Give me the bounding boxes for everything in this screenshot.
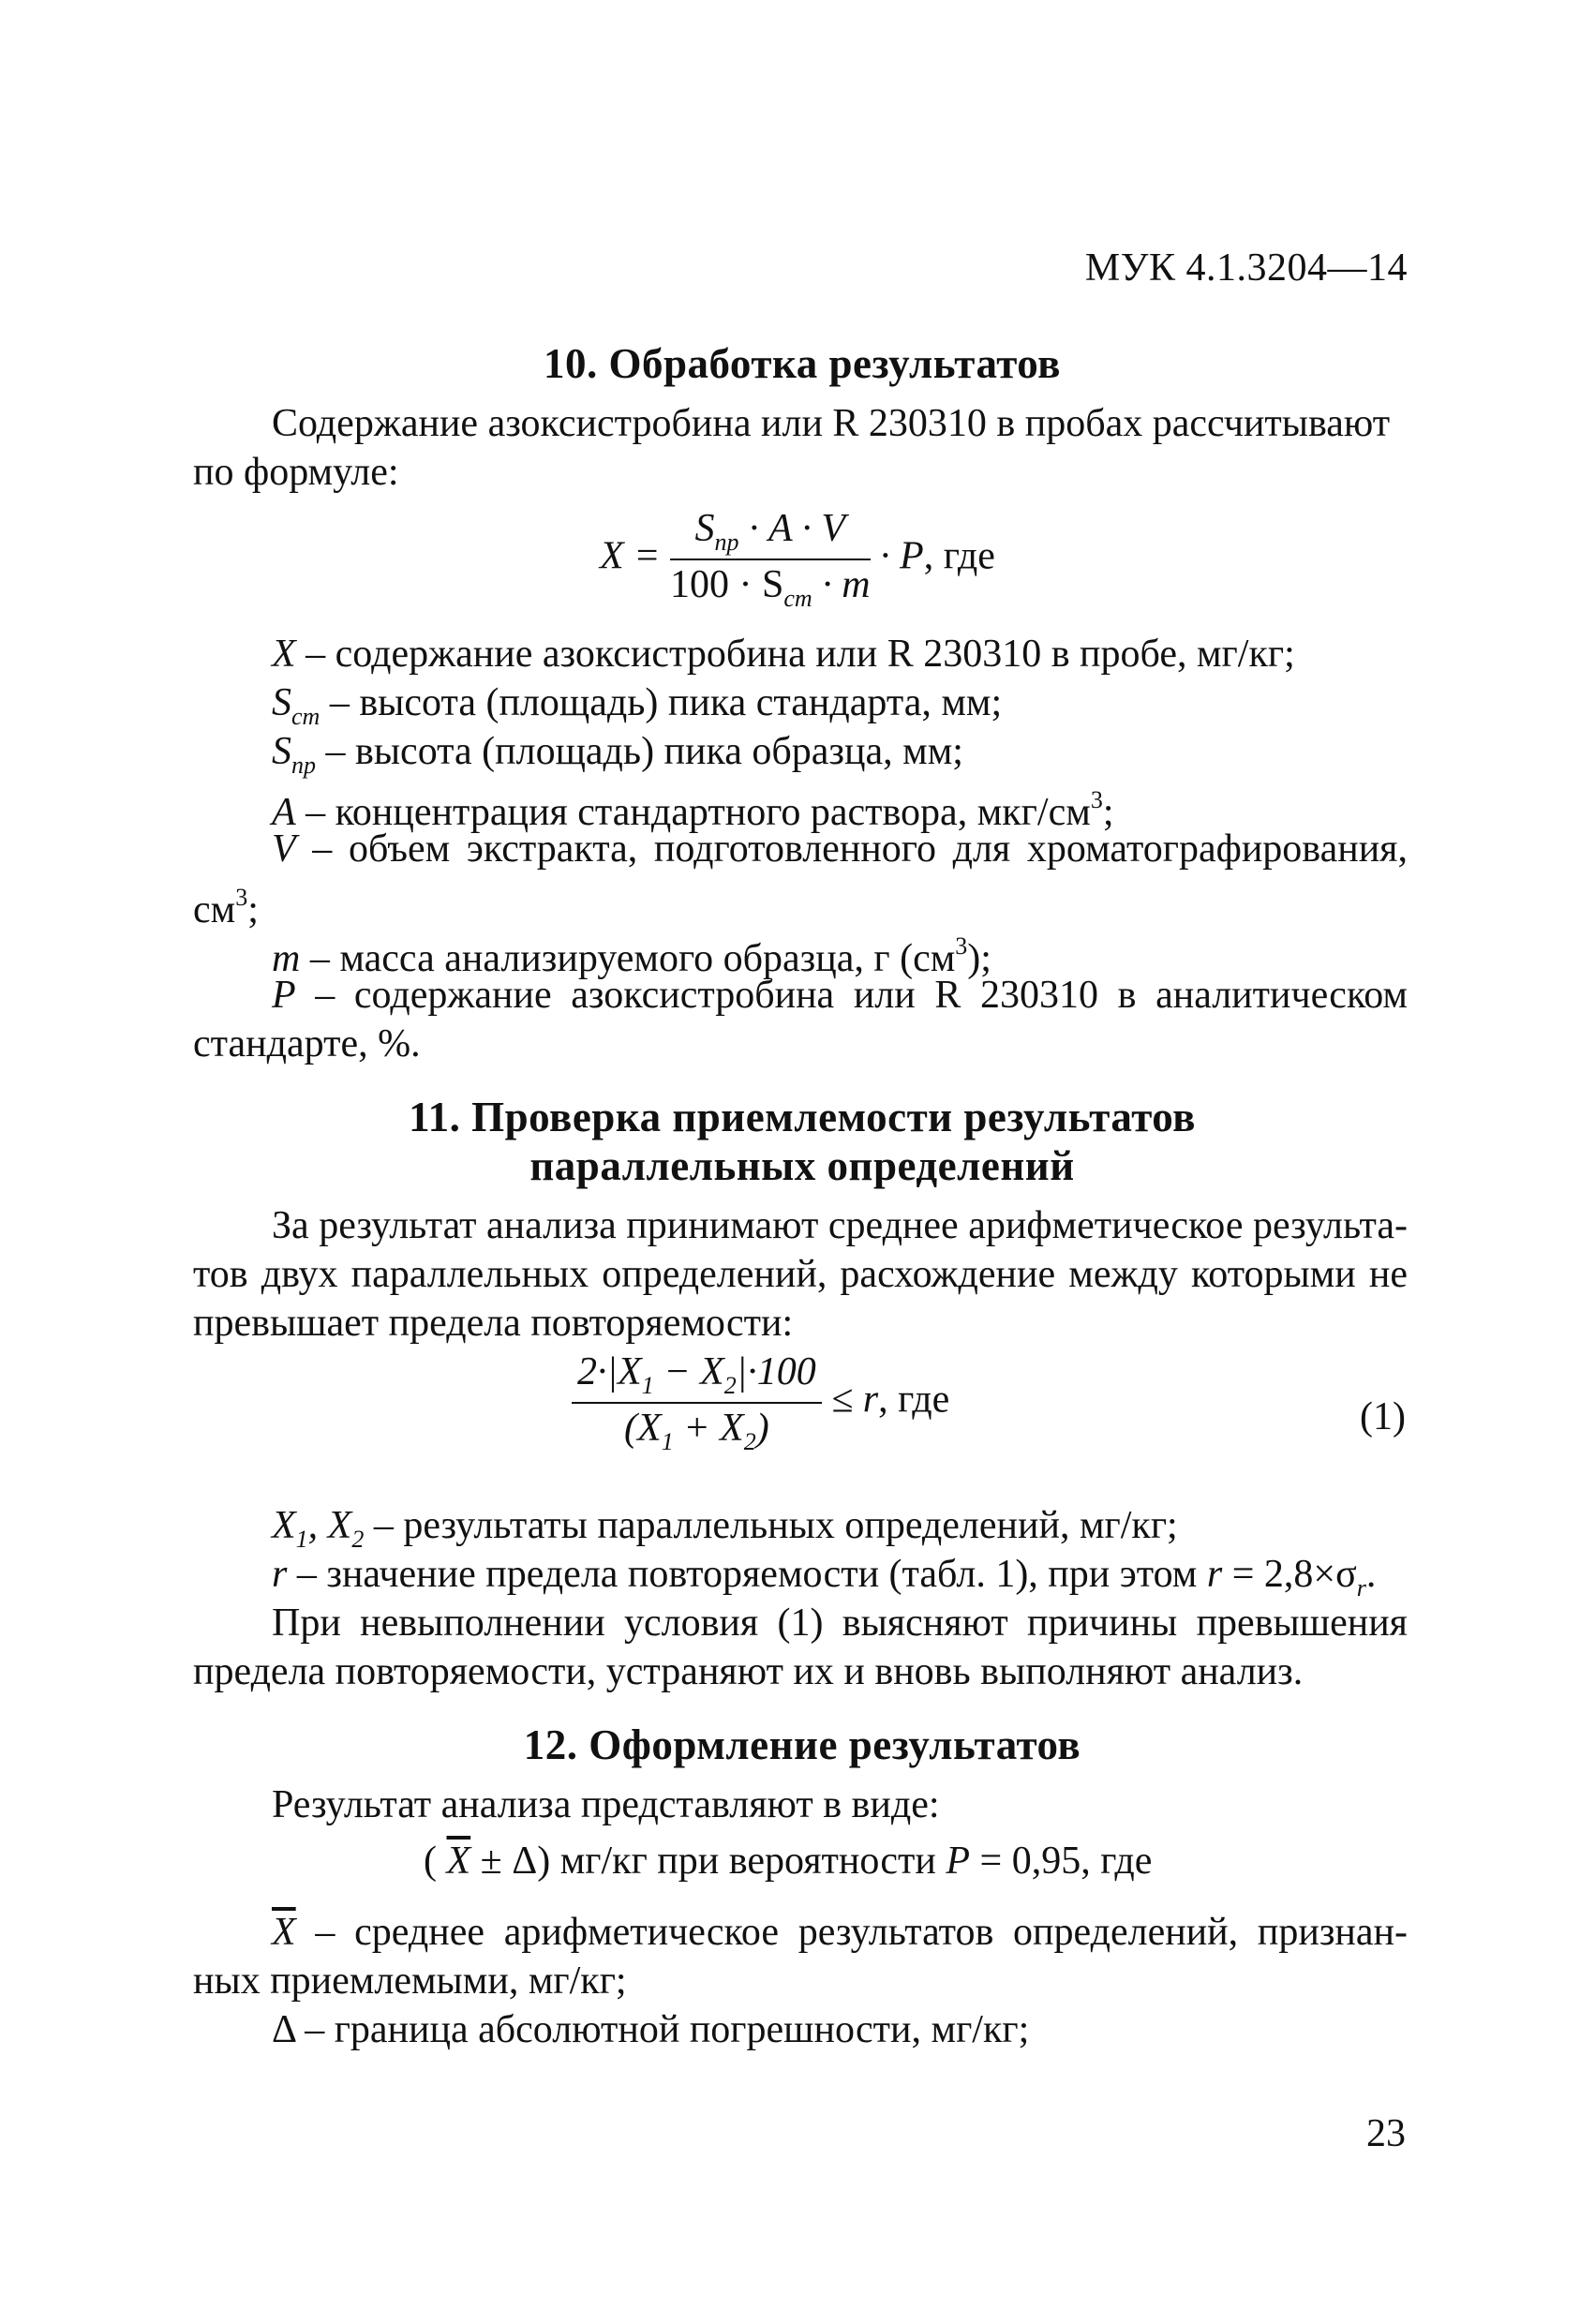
section-11-para2-line2: предела повторяемости, устраняют их и вновь выполняют анализ. — [193, 1650, 1304, 1693]
definition-x1-x2: $X_1$, $X_2$ – результаты параллельных определений, мг/кг; — [272, 1504, 1178, 1553]
document-code-header: МУК 4.1.3204—14 — [1084, 246, 1408, 290]
repeatability-formula — [572, 1349, 949, 1456]
result-expression: ( $\overline{X} \pm \Delta$) мг/кг при вероятности P = 0,95, где — [424, 1840, 1153, 1883]
formula-tail-text: , где — [923, 534, 995, 578]
section-11-title-line2: параллельных определений — [529, 1142, 1075, 1189]
section-10-intro-line2: по формуле: — [193, 451, 399, 494]
definition-xbar-continuation: ных приемлемыми, мг/кг; — [193, 1959, 627, 2003]
formula-content — [600, 506, 995, 613]
definition-delta: Δ – граница абсолютной погрешности, мг/кг; — [272, 2008, 1030, 2051]
formula-numerator: $S_{пр} \cdot A \cdot V$ — [670, 506, 871, 560]
definition-p: P – содержание азоксистробина или R 230310 в аналитическом — [272, 974, 1408, 1017]
formula-fraction — [670, 506, 871, 613]
repeatability-tail: , где — [878, 1378, 950, 1422]
section-12-title: 12. Оформление результатов — [523, 1721, 1081, 1768]
formula-lhs: X = — [600, 534, 661, 578]
repeatability-denominator: $(X_1 + X_2)$ — [624, 1407, 769, 1455]
definition-r: r – значение предела повторяемости (табл. 1), при этом $r = 2,8\times\sigma_r$. — [272, 1553, 1377, 1601]
page-number: 23 — [1366, 2112, 1406, 2155]
section-11-para1-line3: превышает предела повторяемости: — [193, 1302, 794, 1345]
definition-m: m – масса анализируемого образца, г $(см^3)$; — [272, 932, 991, 980]
definition-s-st: $S_{ст}$ – высота (площадь) пика стандарта, мм; — [272, 681, 1003, 730]
definition-s-pr: $S_{пр}$ – высота (площадь) пика образца, мм; — [272, 730, 963, 779]
formula-denominator: $100 \cdot S_{ст} \cdot m$ — [670, 563, 871, 612]
section-10-intro-line1: Содержание азоксистробина или R 230310 в пробах рассчитывают — [272, 402, 1391, 445]
equation-number: (1) — [1360, 1395, 1406, 1438]
section-10-title: 10. Обработка результатов — [544, 340, 1061, 387]
repeatability-numerator: $2\cdot|X_1 - X_2|\cdot 100$ — [572, 1349, 822, 1404]
definition-xbar: $\overline{X}$ – среднее арифметическое результатов определений, признан- — [272, 1911, 1408, 1954]
formula-tail-var: · P — [880, 534, 924, 578]
definition-x: X – содержание азоксистробина или R 230310 в пробе, мг/кг; — [272, 633, 1295, 676]
section-11-para1-line1: За результат анализа принимают среднее арифметическое результа- — [272, 1204, 1408, 1247]
section-11-para2-line1: При невыполнении условия (1) выясняют причины превышения — [272, 1601, 1408, 1645]
repeatability-fraction — [572, 1349, 822, 1456]
section-11-para1-line2: тов двух параллельных определений, расхождение между которыми не — [193, 1253, 1408, 1296]
section-12-intro: Результат анализа представляют в виде: — [272, 1783, 940, 1826]
definition-a: A – концентрация стандартного раствора, мкг/$см^3$; — [272, 786, 1114, 834]
definition-v-continuation: $см^3$; — [193, 884, 259, 931]
section-11-title-line1: 11. Проверка приемлемости результатов — [409, 1094, 1196, 1140]
repeatability-relation: ≤ r — [831, 1378, 879, 1422]
definition-p-continuation: стандарте, %. — [193, 1022, 421, 1065]
definition-v: V – объем экстракта, подготовленного для хроматографирования, — [272, 827, 1408, 871]
